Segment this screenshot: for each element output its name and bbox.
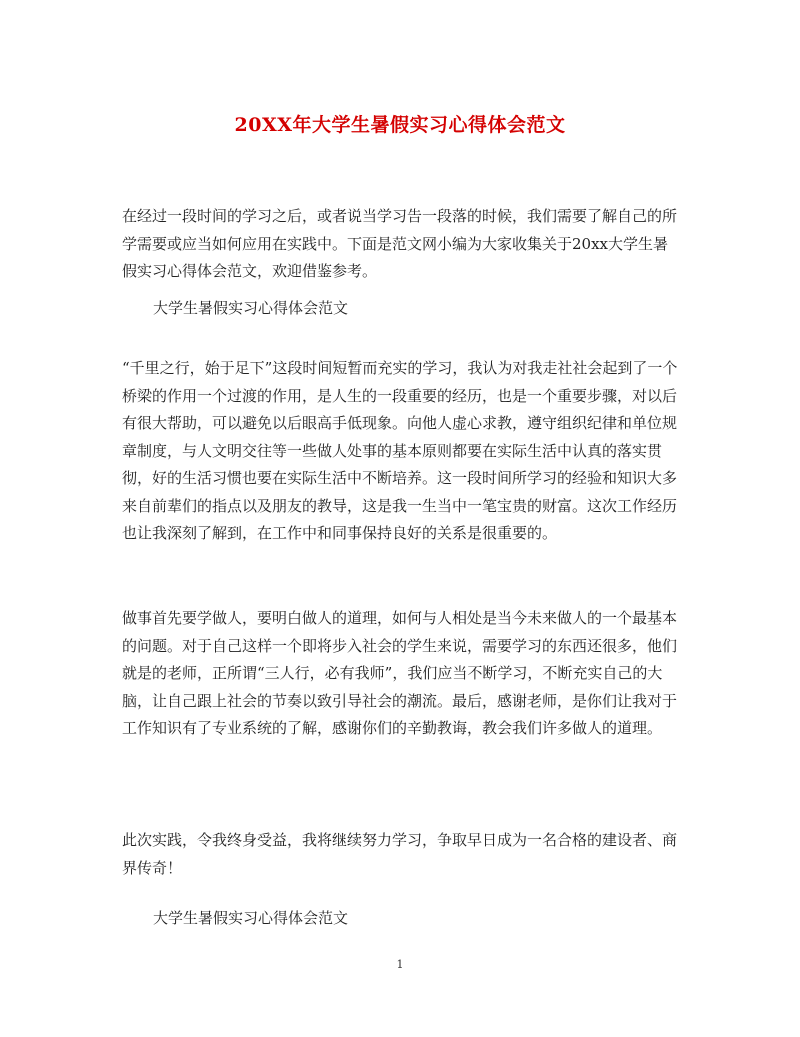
paragraph-1: “千里之行，始于足下”这段时间短暂而充实的学习，我认为对我走社社会起到了一个桥梁的作用一个过渡的作用，是人生的一段重要的经历，也是一个重要步骤，对以后有很大帮助，可以避免以后眼高手低现象。向他人虚心求教，遵守组织纪律和单位规章制度，与人文明交往等一些做人处事的基本原则都要在实际生活中认真的落实贯彻，好的生活习惯也要在实际生活中不断培养。这一段时间所学习的经验和知识大多来自前辈们的指点以及朋友的教导，这是我一生当中一笔宝贵的财富。这次工作经历也让我深刻了解到，在工作中和同事保持良好的关系是很重要的。: [122, 359, 678, 542]
intro-paragraph: 在经过一段时间的学习之后，或者说当学习告一段落的时候，我们需要了解自己的所学需要或应当如何应用在实践中。下面是范文网小编为大家收集关于20xx大学生暑假实习心得体会范文，欢迎借鉴参考。: [122, 207, 678, 280]
page-number: 1: [396, 958, 404, 971]
paragraph-3: 此次实践，令我终身受益，我将继续努力学习，争取早日成为一名合格的建设者、商界传奇！: [122, 831, 678, 877]
subheading-2: 大学生暑假实习心得体会范文: [153, 909, 349, 927]
paragraph-2: 做事首先要学做人，要明白做人的道理，如何与人相处是当今未来做人的一个最基本的问题。对于自己这样一个即将步入社会的学生来说，需要学习的东西还很多，他们就是的老师，正所谓“三人行，必有我师”，我们应当不断学习，不断充实自己的大脑，让自己跟上社会的节奏以致引导社会的潮流。最后，感谢老师，是你们让我对于工作知识有了专业系统的了解，感谢你们的辛勤教诲，教会我们许多做人的道理。: [122, 609, 678, 737]
subheading-1: 大学生暑假实习心得体会范文: [153, 299, 349, 317]
document-title: 20XX年大学生暑假实习心得体会范文: [234, 114, 566, 136]
